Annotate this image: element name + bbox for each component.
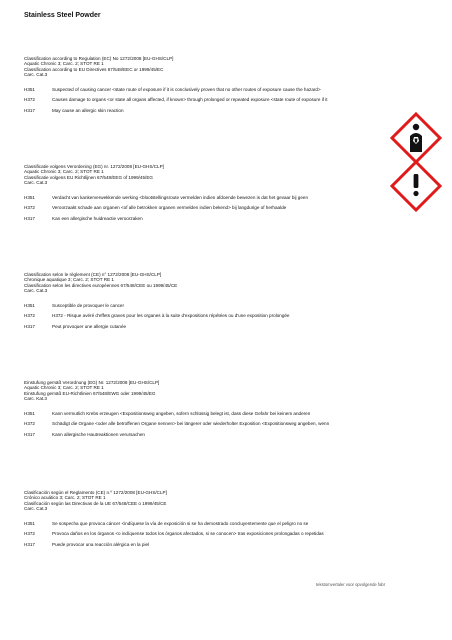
hazard-statement-row: [24, 432, 444, 437]
hazard-text: Suspected of causing cancer <state route of exposure if it is conclusively proven that no other routes of exposure cause the hazard>: [52, 87, 321, 93]
hazard-code: H317: [24, 323, 35, 329]
hazard-code: H372: [24, 313, 35, 319]
exclamation-mark-icon: [392, 162, 440, 210]
classification-line: Classificatie volgens EU Richtlijnen 67/548/EEG of 1999/45/EG: [24, 174, 153, 180]
hazard-statement-row: [24, 303, 444, 308]
hazard-text: Kann allergische Hautreaktionen verursachen: [52, 431, 145, 437]
hazard-text: Causes damage to organs <or state all organs affected, if known> through prolonged or repeated exposure <state route of exposure if it: [52, 97, 328, 103]
hazard-statement-row: [24, 531, 444, 536]
hazard-statement-row: [24, 97, 444, 102]
hazard-code: H372: [24, 97, 35, 103]
hazard-code: H372: [24, 531, 35, 537]
hazard-statement-row: [24, 324, 444, 329]
hazard-statement-row: [24, 195, 444, 200]
classification-section: [24, 272, 444, 329]
hazard-statement-row: [24, 205, 444, 210]
ghs-pictograms: [390, 112, 442, 212]
classification-line: Aquatic Chronic 3; Carc. 2; STOT RE 1: [24, 61, 104, 67]
hazard-text: Veroorzaakt schade aan organen <of alle betrokken organen vermelden indien bekend> bij langdurige of herhaalde: [52, 205, 287, 211]
hazard-code: H351: [24, 87, 35, 93]
hazard-code: H351: [24, 195, 35, 201]
hazard-text: Kann vermutlich Krebs erzeugen <Expositionsweg angeben, sofern schlüssig belegt ist, dass diese Gefahr bei keinem anderen: [52, 411, 311, 417]
hazard-text: Se sospecha que provoca cáncer <indíquese la vía de exposición si se ha demostrado concluyentemente que el peligro no se: [52, 521, 309, 527]
document-title: Stainless Steel Powder: [24, 12, 101, 19]
hazard-text: May cause an allergic skin reaction: [52, 107, 124, 113]
section-heading: Classification according to Regulation (EC) No 1272/2008 [EU-GHS/CLP]: [24, 56, 174, 61]
hazard-code: H317: [24, 107, 35, 113]
classification-line: Classification selon les directives européennes 67/548/CEE ou 1999/45/CE: [24, 282, 178, 288]
hazard-text: Provoca daños en los órganos <o indíquense todos los órganos afectados, si se conocen> tras exposiciones prolongadas o repetidas: [52, 531, 324, 537]
classification-line: Einstufung gemäß EU-Richtlinien 67/548/EWG oder 1999/45/EG: [24, 390, 156, 396]
hazard-code: H317: [24, 541, 35, 547]
hazard-code: H351: [24, 411, 35, 417]
hazard-statement-row: [24, 421, 444, 426]
hazard-text: Peut provoquer une allergie cutanée: [52, 323, 127, 329]
hazard-text: Puede provocar una reacción alérgica en la piel: [52, 541, 150, 547]
hazard-text: H372 - Risque avéré d'effets graves pour les organes à la suite d'expositions répétées ou d'une exposition prolongée: [52, 313, 290, 319]
classification-section: [24, 380, 444, 437]
classification-line: Carc. Kat.3: [24, 395, 47, 401]
hazard-statement-row: [24, 411, 444, 416]
classification-line: Aquatic Chronic 3; Carc. 2; STOT RE 1: [24, 169, 104, 175]
section-heading: Clasificación según el Reglamento (CE) n.º 1272/2008 [EU-GHS/CLP]: [24, 490, 167, 495]
hazard-code: H372: [24, 205, 35, 211]
classification-line: Carc. Cat.3: [24, 71, 48, 77]
section-heading: Classificatie volgens Verordening (EG) nr. 1272/2008 [EU-GHS/CLP]: [24, 164, 164, 169]
classification-section: [24, 56, 444, 113]
hazard-text: Verdacht van kankerverwekkende werking <blootstellingsroute vermelden indien afdoende bewezen is dat het gevaar bij geen: [52, 195, 309, 201]
hazard-statement-row: [24, 521, 444, 526]
classification-line: Aquatic Chronic 3; Carc. 2; STOT RE 1: [24, 385, 104, 391]
hazard-statement-row: [24, 108, 444, 113]
hazard-code: H317: [24, 215, 35, 221]
classification-section: [24, 490, 444, 547]
hazard-text: Schädigt die Organe <oder alle betroffenen Organe nennen> bei längerer oder wiederholter Exposition <Expositionsweg angeben, wenn: [52, 421, 330, 427]
classification-section: [24, 164, 444, 221]
hazard-code: H351: [24, 303, 35, 309]
classification-line: Clasificación según las Directivas de la UE 67/548/CEE o 1999/45/CE: [24, 500, 167, 506]
classification-line: Carc. Cat.3: [24, 179, 48, 185]
section-heading: Einstufung gemäß Verordnung (EG) Nr. 1272/2008 [EU-GHS/CLP]: [24, 380, 160, 385]
classification-line: Chronique aquatique 3; Carc. 2; STOT RE 1: [24, 277, 114, 283]
hazard-statement-row: [24, 542, 444, 547]
section-heading: Classification selon le règlement (CE) n° 1272/2008 [EU-GHS/CLP]: [24, 272, 162, 277]
hazard-code: H372: [24, 421, 35, 427]
classification-line: Crónico acuático 3; Carc. 2; STOT RE 1: [24, 495, 106, 501]
classification-line: Classification according to EU Directives 67/548/EEC or 1999/45/EC: [24, 66, 164, 72]
hazard-statement-row: [24, 87, 444, 92]
hazard-statement-row: [24, 313, 444, 318]
footer-note: tekstomvertaler voor opvolgende fabr: [316, 582, 386, 587]
hazard-statement-row: [24, 216, 444, 221]
health-hazard-icon: [392, 114, 440, 162]
hazard-text: Kan een allergische huidreactie veroorzaken: [52, 215, 143, 221]
classification-line: Carc. Cat.3: [24, 505, 48, 511]
hazard-code: H317: [24, 431, 35, 437]
hazard-code: H351: [24, 521, 35, 527]
classification-line: Carc. Cat.3: [24, 287, 48, 293]
hazard-text: Susceptible de provoquer le cancer: [52, 303, 125, 309]
